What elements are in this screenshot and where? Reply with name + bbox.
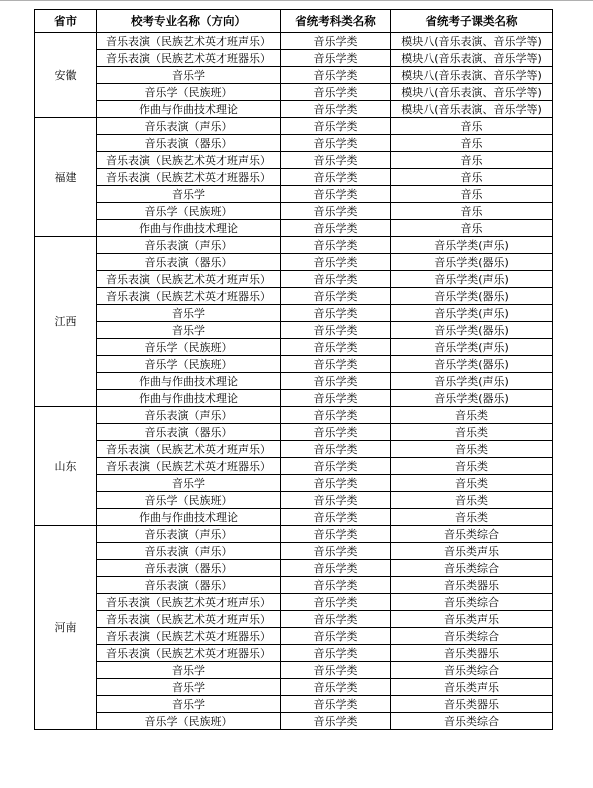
table-row bbox=[35, 611, 553, 628]
subcategory-cell: 音乐学类(器乐) bbox=[391, 322, 553, 339]
category-cell: 音乐学类 bbox=[281, 611, 391, 628]
table-row bbox=[35, 356, 553, 373]
table-row bbox=[35, 407, 553, 424]
header-major: 校考专业名称（方向） bbox=[97, 10, 281, 33]
subcategory-cell: 音乐 bbox=[391, 220, 553, 237]
subcategory-cell: 音乐类声乐 bbox=[391, 543, 553, 560]
category-cell: 音乐学类 bbox=[281, 594, 391, 611]
major-cell: 作曲与作曲技术理论 bbox=[97, 390, 281, 407]
table-row bbox=[35, 50, 553, 67]
category-cell: 音乐学类 bbox=[281, 84, 391, 101]
province-cell: 江西 bbox=[35, 237, 97, 407]
major-cell: 音乐表演（器乐） bbox=[97, 577, 281, 594]
category-cell: 音乐学类 bbox=[281, 271, 391, 288]
table-row bbox=[35, 628, 553, 645]
subcategory-cell: 音乐类综合 bbox=[391, 526, 553, 543]
category-cell: 音乐学类 bbox=[281, 509, 391, 526]
subcategory-cell: 音乐学类(器乐) bbox=[391, 390, 553, 407]
subcategory-cell: 音乐 bbox=[391, 169, 553, 186]
admission-table bbox=[34, 9, 553, 730]
subcategory-cell: 模块八(音乐表演、音乐学等) bbox=[391, 67, 553, 84]
header-province: 省市 bbox=[35, 10, 97, 33]
subcategory-cell: 模块八(音乐表演、音乐学等) bbox=[391, 101, 553, 118]
subcategory-cell: 音乐学类(器乐) bbox=[391, 356, 553, 373]
subcategory-cell: 音乐类 bbox=[391, 458, 553, 475]
category-cell: 音乐学类 bbox=[281, 322, 391, 339]
table-body bbox=[35, 33, 553, 730]
category-cell: 音乐学类 bbox=[281, 560, 391, 577]
subcategory-cell: 音乐 bbox=[391, 118, 553, 135]
table-row bbox=[35, 713, 553, 730]
major-cell: 音乐学 bbox=[97, 67, 281, 84]
subcategory-cell: 音乐类器乐 bbox=[391, 696, 553, 713]
major-cell: 音乐学（民族班） bbox=[97, 713, 281, 730]
subcategory-cell: 音乐类 bbox=[391, 441, 553, 458]
major-cell: 音乐表演（声乐） bbox=[97, 526, 281, 543]
major-cell: 音乐学 bbox=[97, 322, 281, 339]
subcategory-cell: 音乐学类(器乐) bbox=[391, 288, 553, 305]
table-row bbox=[35, 458, 553, 475]
category-cell: 音乐学类 bbox=[281, 339, 391, 356]
category-cell: 音乐学类 bbox=[281, 492, 391, 509]
major-cell: 音乐表演（民族艺术英才班器乐） bbox=[97, 628, 281, 645]
category-cell: 音乐学类 bbox=[281, 713, 391, 730]
table-row bbox=[35, 339, 553, 356]
table-row bbox=[35, 662, 553, 679]
category-cell: 音乐学类 bbox=[281, 254, 391, 271]
major-cell: 作曲与作曲技术理论 bbox=[97, 101, 281, 118]
category-cell: 音乐学类 bbox=[281, 33, 391, 50]
subcategory-cell: 模块八(音乐表演、音乐学等) bbox=[391, 50, 553, 67]
category-cell: 音乐学类 bbox=[281, 526, 391, 543]
category-cell: 音乐学类 bbox=[281, 186, 391, 203]
category-cell: 音乐学类 bbox=[281, 220, 391, 237]
major-cell: 音乐表演（器乐） bbox=[97, 424, 281, 441]
subcategory-cell: 模块八(音乐表演、音乐学等) bbox=[391, 84, 553, 101]
major-cell: 音乐学 bbox=[97, 662, 281, 679]
subcategory-cell: 音乐类 bbox=[391, 492, 553, 509]
table-row bbox=[35, 492, 553, 509]
table-row bbox=[35, 526, 553, 543]
table-row bbox=[35, 169, 553, 186]
major-cell: 音乐表演（民族艺术英才班器乐） bbox=[97, 169, 281, 186]
category-cell: 音乐学类 bbox=[281, 407, 391, 424]
table-row bbox=[35, 33, 553, 50]
subcategory-cell: 音乐类 bbox=[391, 407, 553, 424]
subcategory-cell: 音乐类综合 bbox=[391, 560, 553, 577]
major-cell: 音乐表演（民族艺术英才班声乐） bbox=[97, 441, 281, 458]
subcategory-cell: 音乐学类(声乐) bbox=[391, 271, 553, 288]
major-cell: 音乐表演（民族艺术英才班器乐） bbox=[97, 288, 281, 305]
table-row bbox=[35, 594, 553, 611]
table-row bbox=[35, 679, 553, 696]
table-row bbox=[35, 543, 553, 560]
category-cell: 音乐学类 bbox=[281, 373, 391, 390]
table-row bbox=[35, 220, 553, 237]
table-row bbox=[35, 135, 553, 152]
major-cell: 作曲与作曲技术理论 bbox=[97, 220, 281, 237]
category-cell: 音乐学类 bbox=[281, 169, 391, 186]
major-cell: 作曲与作曲技术理论 bbox=[97, 373, 281, 390]
subcategory-cell: 音乐类 bbox=[391, 424, 553, 441]
category-cell: 音乐学类 bbox=[281, 577, 391, 594]
major-cell: 音乐表演（声乐） bbox=[97, 118, 281, 135]
subcategory-cell: 音乐类综合 bbox=[391, 662, 553, 679]
major-cell: 音乐学 bbox=[97, 475, 281, 492]
table-row bbox=[35, 101, 553, 118]
category-cell: 音乐学类 bbox=[281, 305, 391, 322]
category-cell: 音乐学类 bbox=[281, 645, 391, 662]
category-cell: 音乐学类 bbox=[281, 356, 391, 373]
category-cell: 音乐学类 bbox=[281, 135, 391, 152]
category-cell: 音乐学类 bbox=[281, 441, 391, 458]
major-cell: 音乐表演（民族艺术英才班声乐） bbox=[97, 33, 281, 50]
table-row bbox=[35, 152, 553, 169]
major-cell: 音乐表演（民族艺术英才班器乐） bbox=[97, 458, 281, 475]
subcategory-cell: 音乐 bbox=[391, 186, 553, 203]
major-cell: 音乐学（民族班） bbox=[97, 492, 281, 509]
subcategory-cell: 音乐学类(声乐) bbox=[391, 305, 553, 322]
category-cell: 音乐学类 bbox=[281, 475, 391, 492]
major-cell: 音乐学 bbox=[97, 305, 281, 322]
header-row bbox=[35, 10, 553, 33]
table-row bbox=[35, 475, 553, 492]
major-cell: 音乐表演（民族艺术英才班声乐） bbox=[97, 271, 281, 288]
category-cell: 音乐学类 bbox=[281, 152, 391, 169]
table-row bbox=[35, 509, 553, 526]
table-row bbox=[35, 373, 553, 390]
header-subcategory: 省统考子课类名称 bbox=[391, 10, 553, 33]
major-cell: 音乐表演（民族艺术英才班器乐） bbox=[97, 50, 281, 67]
major-cell: 音乐学（民族班） bbox=[97, 339, 281, 356]
subcategory-cell: 模块八(音乐表演、音乐学等) bbox=[391, 33, 553, 50]
table-row bbox=[35, 322, 553, 339]
province-cell: 山东 bbox=[35, 407, 97, 526]
category-cell: 音乐学类 bbox=[281, 679, 391, 696]
table-row bbox=[35, 288, 553, 305]
major-cell: 音乐表演（器乐） bbox=[97, 560, 281, 577]
subcategory-cell: 音乐类器乐 bbox=[391, 577, 553, 594]
major-cell: 音乐学 bbox=[97, 696, 281, 713]
subcategory-cell: 音乐学类(声乐) bbox=[391, 339, 553, 356]
header-category: 省统考科类名称 bbox=[281, 10, 391, 33]
major-cell: 音乐学 bbox=[97, 186, 281, 203]
subcategory-cell: 音乐学类(声乐) bbox=[391, 237, 553, 254]
major-cell: 作曲与作曲技术理论 bbox=[97, 509, 281, 526]
major-cell: 音乐表演（器乐） bbox=[97, 254, 281, 271]
table-row bbox=[35, 271, 553, 288]
category-cell: 音乐学类 bbox=[281, 390, 391, 407]
major-cell: 音乐表演（声乐） bbox=[97, 237, 281, 254]
category-cell: 音乐学类 bbox=[281, 696, 391, 713]
category-cell: 音乐学类 bbox=[281, 50, 391, 67]
table-row bbox=[35, 84, 553, 101]
subcategory-cell: 音乐学类(器乐) bbox=[391, 254, 553, 271]
subcategory-cell: 音乐类 bbox=[391, 475, 553, 492]
major-cell: 音乐学（民族班） bbox=[97, 203, 281, 220]
subcategory-cell: 音乐 bbox=[391, 135, 553, 152]
major-cell: 音乐学（民族班） bbox=[97, 356, 281, 373]
table-row bbox=[35, 254, 553, 271]
subcategory-cell: 音乐学类(声乐) bbox=[391, 373, 553, 390]
category-cell: 音乐学类 bbox=[281, 67, 391, 84]
category-cell: 音乐学类 bbox=[281, 543, 391, 560]
table-row bbox=[35, 645, 553, 662]
province-cell: 河南 bbox=[35, 526, 97, 730]
table-row bbox=[35, 696, 553, 713]
category-cell: 音乐学类 bbox=[281, 458, 391, 475]
major-cell: 音乐表演（声乐） bbox=[97, 407, 281, 424]
category-cell: 音乐学类 bbox=[281, 288, 391, 305]
table-row bbox=[35, 560, 553, 577]
top-divider bbox=[0, 0, 593, 1]
table-row bbox=[35, 424, 553, 441]
major-cell: 音乐学 bbox=[97, 679, 281, 696]
subcategory-cell: 音乐类 bbox=[391, 509, 553, 526]
subcategory-cell: 音乐类综合 bbox=[391, 713, 553, 730]
table-row bbox=[35, 118, 553, 135]
major-cell: 音乐表演（声乐） bbox=[97, 543, 281, 560]
subcategory-cell: 音乐类器乐 bbox=[391, 645, 553, 662]
subcategory-cell: 音乐类综合 bbox=[391, 594, 553, 611]
category-cell: 音乐学类 bbox=[281, 424, 391, 441]
table-row bbox=[35, 577, 553, 594]
category-cell: 音乐学类 bbox=[281, 101, 391, 118]
table-row bbox=[35, 186, 553, 203]
table-row bbox=[35, 203, 553, 220]
category-cell: 音乐学类 bbox=[281, 662, 391, 679]
table-row bbox=[35, 67, 553, 84]
subcategory-cell: 音乐 bbox=[391, 152, 553, 169]
major-cell: 音乐表演（民族艺术英才班声乐） bbox=[97, 152, 281, 169]
major-cell: 音乐表演（民族艺术英才班声乐） bbox=[97, 594, 281, 611]
category-cell: 音乐学类 bbox=[281, 203, 391, 220]
major-cell: 音乐学（民族班） bbox=[97, 84, 281, 101]
table-row bbox=[35, 441, 553, 458]
category-cell: 音乐学类 bbox=[281, 237, 391, 254]
table-header bbox=[35, 10, 553, 33]
major-cell: 音乐表演（民族艺术英才班器乐） bbox=[97, 645, 281, 662]
major-cell: 音乐表演（器乐） bbox=[97, 135, 281, 152]
major-cell: 音乐表演（民族艺术英才班声乐） bbox=[97, 611, 281, 628]
subcategory-cell: 音乐类声乐 bbox=[391, 679, 553, 696]
category-cell: 音乐学类 bbox=[281, 628, 391, 645]
subcategory-cell: 音乐 bbox=[391, 203, 553, 220]
table-row bbox=[35, 237, 553, 254]
subcategory-cell: 音乐类综合 bbox=[391, 628, 553, 645]
subcategory-cell: 音乐类声乐 bbox=[391, 611, 553, 628]
category-cell: 音乐学类 bbox=[281, 118, 391, 135]
province-cell: 福建 bbox=[35, 118, 97, 237]
table-row bbox=[35, 390, 553, 407]
province-cell: 安徽 bbox=[35, 33, 97, 118]
table-row bbox=[35, 305, 553, 322]
